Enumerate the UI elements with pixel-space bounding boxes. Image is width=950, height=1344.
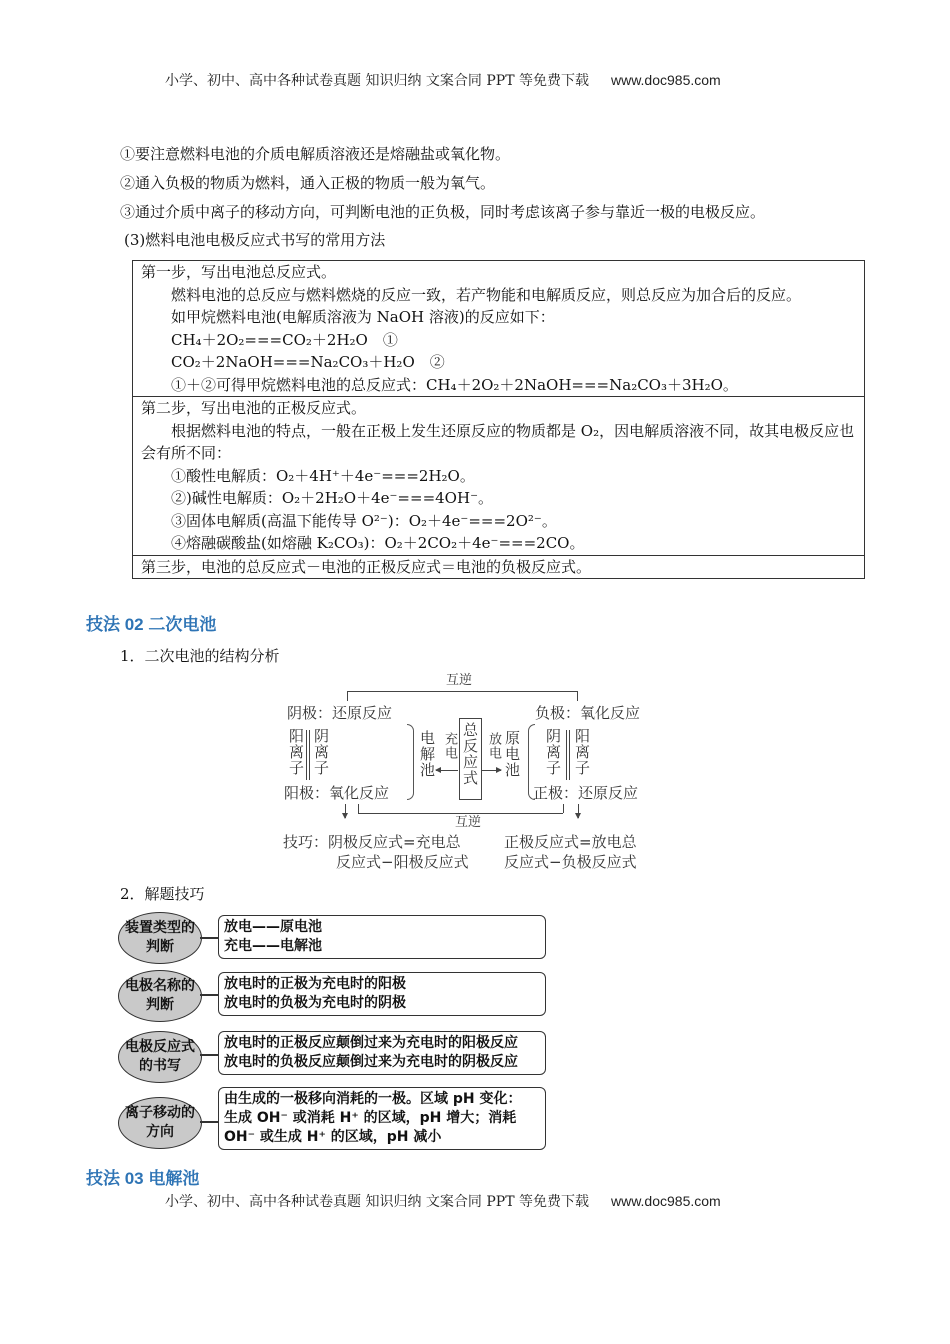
topic-ellipse: 电极名称的判断: [118, 970, 202, 1022]
step2-item: ③固体电解质(高温下能传导 O²⁻)：O₂＋4e⁻===2O²⁻。: [171, 511, 557, 530]
brace-right-icon: [407, 724, 414, 800]
step1-title: 第一步，写出电池总反应式。: [141, 263, 337, 281]
topic-ellipse: 离子移动的方向: [118, 1097, 202, 1149]
step2-row: [133, 396, 864, 555]
tip-line: 充电——电解池: [224, 938, 322, 954]
step2-item: ②)碱性电解质：O₂＋2H₂O＋4e⁻===4OH⁻。: [171, 489, 493, 507]
anion-left: 阴离子: [312, 728, 330, 776]
tip-line: 放电时的正极为充电时的阳极: [224, 976, 406, 992]
subheading-structure: 1．二次电池的结构分析: [120, 647, 280, 665]
subheading-tips: 2．解题技巧: [120, 885, 205, 903]
step2-desc: 根据燃料电池的特点，一般在正极上发生还原反应的物质都是 O₂，因电解质溶液不同，故其电极反应也会有所不同：: [141, 421, 855, 462]
method-heading: (3)燃料电池电极反应式书写的常用方法: [124, 231, 386, 249]
tip-line: OH⁻ 或生成 H⁺ 的区域，pH 减小: [224, 1129, 442, 1145]
step1-eq2: CO₂＋2NaOH===Na₂CO₃＋H₂O ②: [171, 353, 445, 371]
tip-left-line1: 技巧：阴极反应式=充电总: [283, 833, 461, 851]
tip-line: 放电时的正极反应颠倒过来为充电时的阳极反应: [224, 1035, 518, 1051]
step1-row: [133, 261, 864, 396]
discharge-label: 放电: [486, 732, 501, 760]
tip-line: 放电时的负极反应颠倒过来为充电时的阴极反应: [224, 1054, 518, 1070]
step1-sum: ①＋②可得甲烷燃料电池的总反应式：CH₄＋2O₂＋2NaOH===Na₂CO₃＋3H₂O。: [171, 375, 738, 394]
cation-right: 阳离子: [573, 728, 591, 776]
tip-right-line1: 正极反应式=放电总: [504, 833, 637, 851]
tip-box: [218, 915, 546, 959]
step1-desc: 燃料电池的总反应与燃料燃烧的反应一致，若产物能和电解质反应，则总反应为加合后的反应。: [171, 285, 802, 304]
tip-box: [218, 1031, 546, 1075]
cation-left: 阳离子: [287, 728, 305, 776]
step3-row: [133, 555, 864, 579]
mutual-top-label: 互逆: [446, 673, 473, 688]
tip-box: [218, 1087, 546, 1150]
positive-label: 正极：还原反应: [533, 784, 639, 802]
footer-url: www.doc985.com: [610, 1193, 721, 1209]
anode-label: 阳极：氧化反应: [284, 784, 390, 802]
tip-right-line2: 反应式−负极反应式: [504, 853, 637, 871]
arrow-down-icon: [578, 804, 579, 818]
arrow-down-icon: [345, 804, 346, 818]
electrolytic-cell-label: 电解池: [418, 730, 436, 778]
header-url: www.doc985.com: [610, 72, 721, 88]
total-reaction-label: 总反应式: [461, 722, 479, 786]
charge-label: 充电: [442, 732, 457, 760]
method-table: [132, 260, 865, 579]
tip-line: 放电——原电池: [224, 919, 322, 935]
galvanic-cell-label: 原电池: [503, 730, 521, 778]
tip-line: 生成 OH⁻ 或消耗 H⁺ 的区域，pH 增大；消耗: [224, 1110, 517, 1126]
step1-eq1: CH₄＋2O₂===CO₂＋2H₂O ①: [171, 330, 398, 349]
anion-right: 阴离子: [544, 728, 562, 776]
tip-line: 由生成的一极移向消耗的一极。区域 pH 变化：: [224, 1091, 522, 1107]
step1-example: 如甲烷燃料电池(电解质溶液为 NaOH 溶液)的反应如下：: [171, 308, 555, 326]
step3-title: 第三步，电池的总反应式－电池的正极反应式＝电池的负极反应式。: [141, 557, 592, 576]
note-1: ①要注意燃料电池的介质电解质溶液还是熔融盐或氧化物。: [120, 145, 511, 163]
page-header: [165, 70, 721, 90]
step2-item: ①酸性电解质：O₂＋4H⁺＋4e⁻===2H₂O。: [171, 466, 475, 485]
mutual-bottom-label: 互逆: [455, 815, 482, 830]
cathode-label: 阴极：还原反应: [287, 704, 393, 722]
topic-ellipse: 装置类型的判断: [118, 912, 202, 964]
arrow-left-icon: [436, 770, 458, 771]
note-3: ③通过介质中离子的移动方向，可判断电池的正负极，同时考虑该离子参与靠近一极的电极反应。: [120, 203, 766, 221]
tip-box: [218, 972, 546, 1016]
tip-line: 放电时的负极为充电时的阴极: [224, 995, 406, 1011]
header-text: 小学、初中、高中各种试卷真题 知识归纳 文案合同 PPT 等免费下载: [165, 73, 589, 89]
arrow-right-icon: [481, 770, 501, 771]
note-2: ②通入负极的物质为燃料，通入正极的物质一般为氧气。: [120, 174, 496, 192]
negative-label: 负极：氧化反应: [535, 704, 641, 722]
step2-item: ④熔融碳酸盐(如熔融 K₂CO₃)：O₂＋2CO₂＋4e⁻===2CO。: [171, 534, 585, 552]
topic-ellipse: 电极反应式的书写: [118, 1031, 202, 1083]
page-footer: [165, 1191, 721, 1211]
step2-title: 第二步，写出电池的正极反应式。: [141, 399, 367, 417]
section-heading-03: 技法 03 电解池: [86, 1169, 200, 1188]
section-heading-02: 技法 02 二次电池: [86, 615, 217, 634]
tip-left-line2: 反应式−阳极反应式: [336, 853, 469, 871]
footer-text: 小学、初中、高中各种试卷真题 知识归纳 文案合同 PPT 等免费下载: [165, 1194, 589, 1210]
